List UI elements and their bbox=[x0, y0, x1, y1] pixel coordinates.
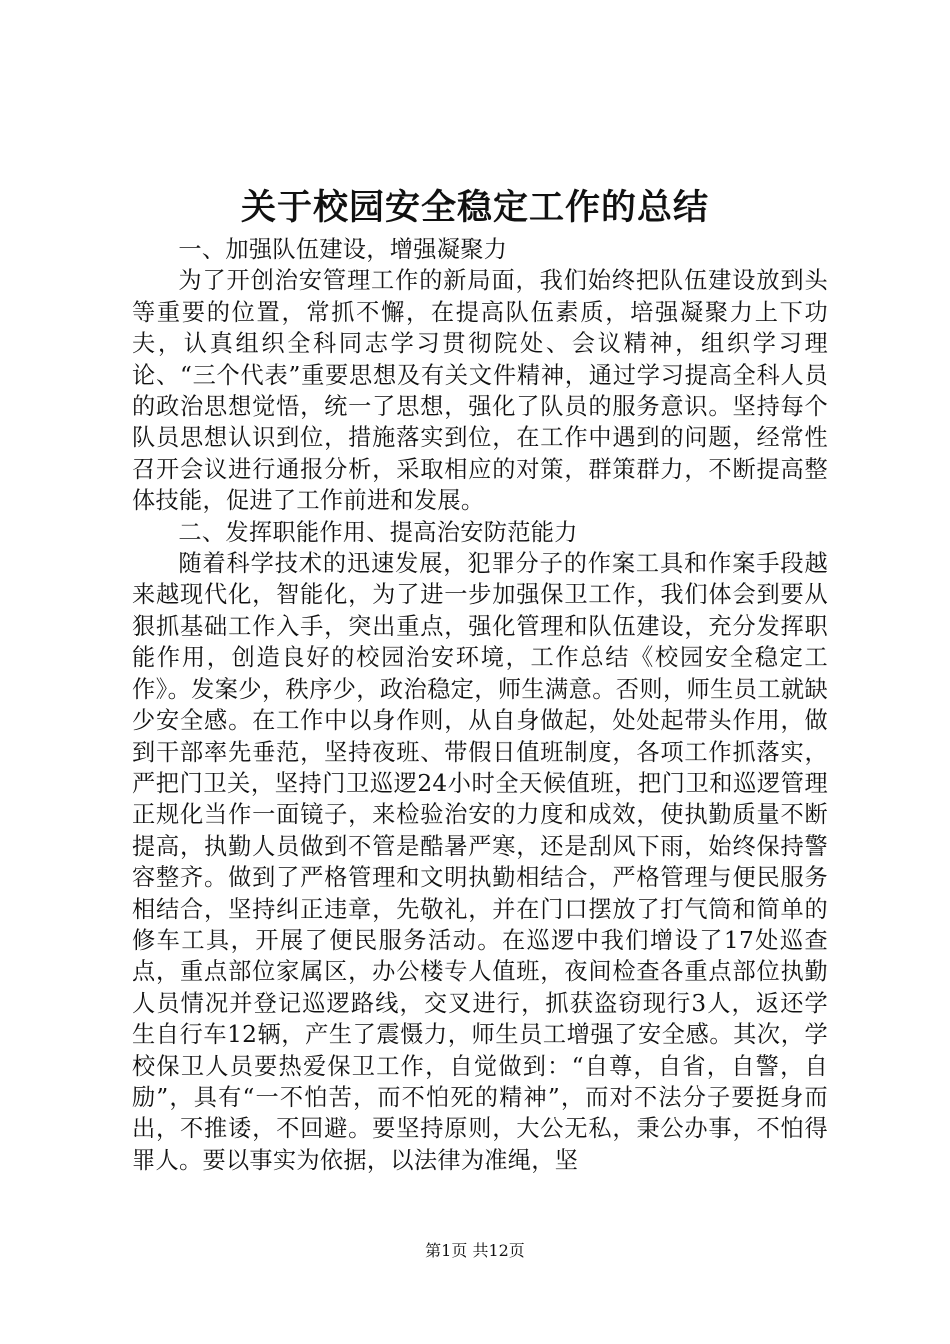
document-body bbox=[132, 234, 828, 1176]
section-heading-2: 二、发挥职能作用、提高治安防范能力 bbox=[178, 518, 578, 546]
body-paragraph-1: 为了开创治安管理工作的新局面，我们始终把队伍建设放到头等重要的位置，常抓不懈，在提高队伍素质，培强凝聚力上下功夫，认真组织全科同志学习贯彻院处、会议精神，组织学习理论、“三个代表”重要思想及有关文件精神，通过学习提高全科人员的政治思想觉悟，统一了思想，强化了队员的服务意识。坚持每个队员思想认识到位，措施落实到位，在工作中遇到的问题，经常性召开会议进行通报分析，采取相应的对策，群策群力，不断提高整体技能，促进了工作前进和发展。 bbox=[132, 267, 828, 515]
document-title: 关于校园安全稳定工作的总结 bbox=[240, 187, 709, 228]
page-footer bbox=[0, 1241, 950, 1261]
section-heading-1: 一、加强队伍建设，增强凝聚力 bbox=[178, 236, 508, 263]
page-number: 第1页 共12页 bbox=[425, 1241, 525, 1260]
body-paragraph-2: 随着科学技术的迅速发展，犯罪分子的作案工具和作案手段越来越现代化，智能化，为了进一步加强保卫工作，我们体会到要从狠抓基础工作入手，突出重点，强化管理和队伍建设，充分发挥职能作用，创造良好的校园治安环境，工作总结《校园安全稳定工作》。发案少，秩序少，政治稳定，师生满意。否则，师生员工就缺少安全感。在工作中以身作则，从自身做起，处处起带头作用，做到干部率先垂范，坚持夜班、带假日值班制度，各项工作抓落实，严把门卫关，坚持门卫巡逻24小时全天候值班，把门卫和巡逻管理正规化当作一面镜子，来检验治安的力度和成效，使执勤质量不断提高，执勤人员做到不管是酷暑严寒，还是刮风下雨，始终保持警容整齐。做到了严格管理和文明执勤相结合，严格管理与便民服务相结合，坚持纠正违章，先敬礼，并在门口摆放了打气筒和简单的修车工具，开展了便民服务活动。在巡逻中我们增设了17处巡查点，重点部位家属区，办公楼专人值班，夜间检查各重点部位执勤人员情况并登记巡逻路线，交叉进行，抓获盗窃现行3人，返还学生自行车12辆，产生了震慑力，师生员工增强了安全感。其次，学校保卫人员要热爱保卫工作，自觉做到：“自尊，自省，自警，自励”，具有“一不怕苦，而不怕死的精神”，而对不法分子要挺身而出，不推诿，不回避。要坚持原则，大公无私，秉公办事，不怕得罪人。要以事实为依据，以法律为准绳，坚 bbox=[132, 550, 828, 1174]
